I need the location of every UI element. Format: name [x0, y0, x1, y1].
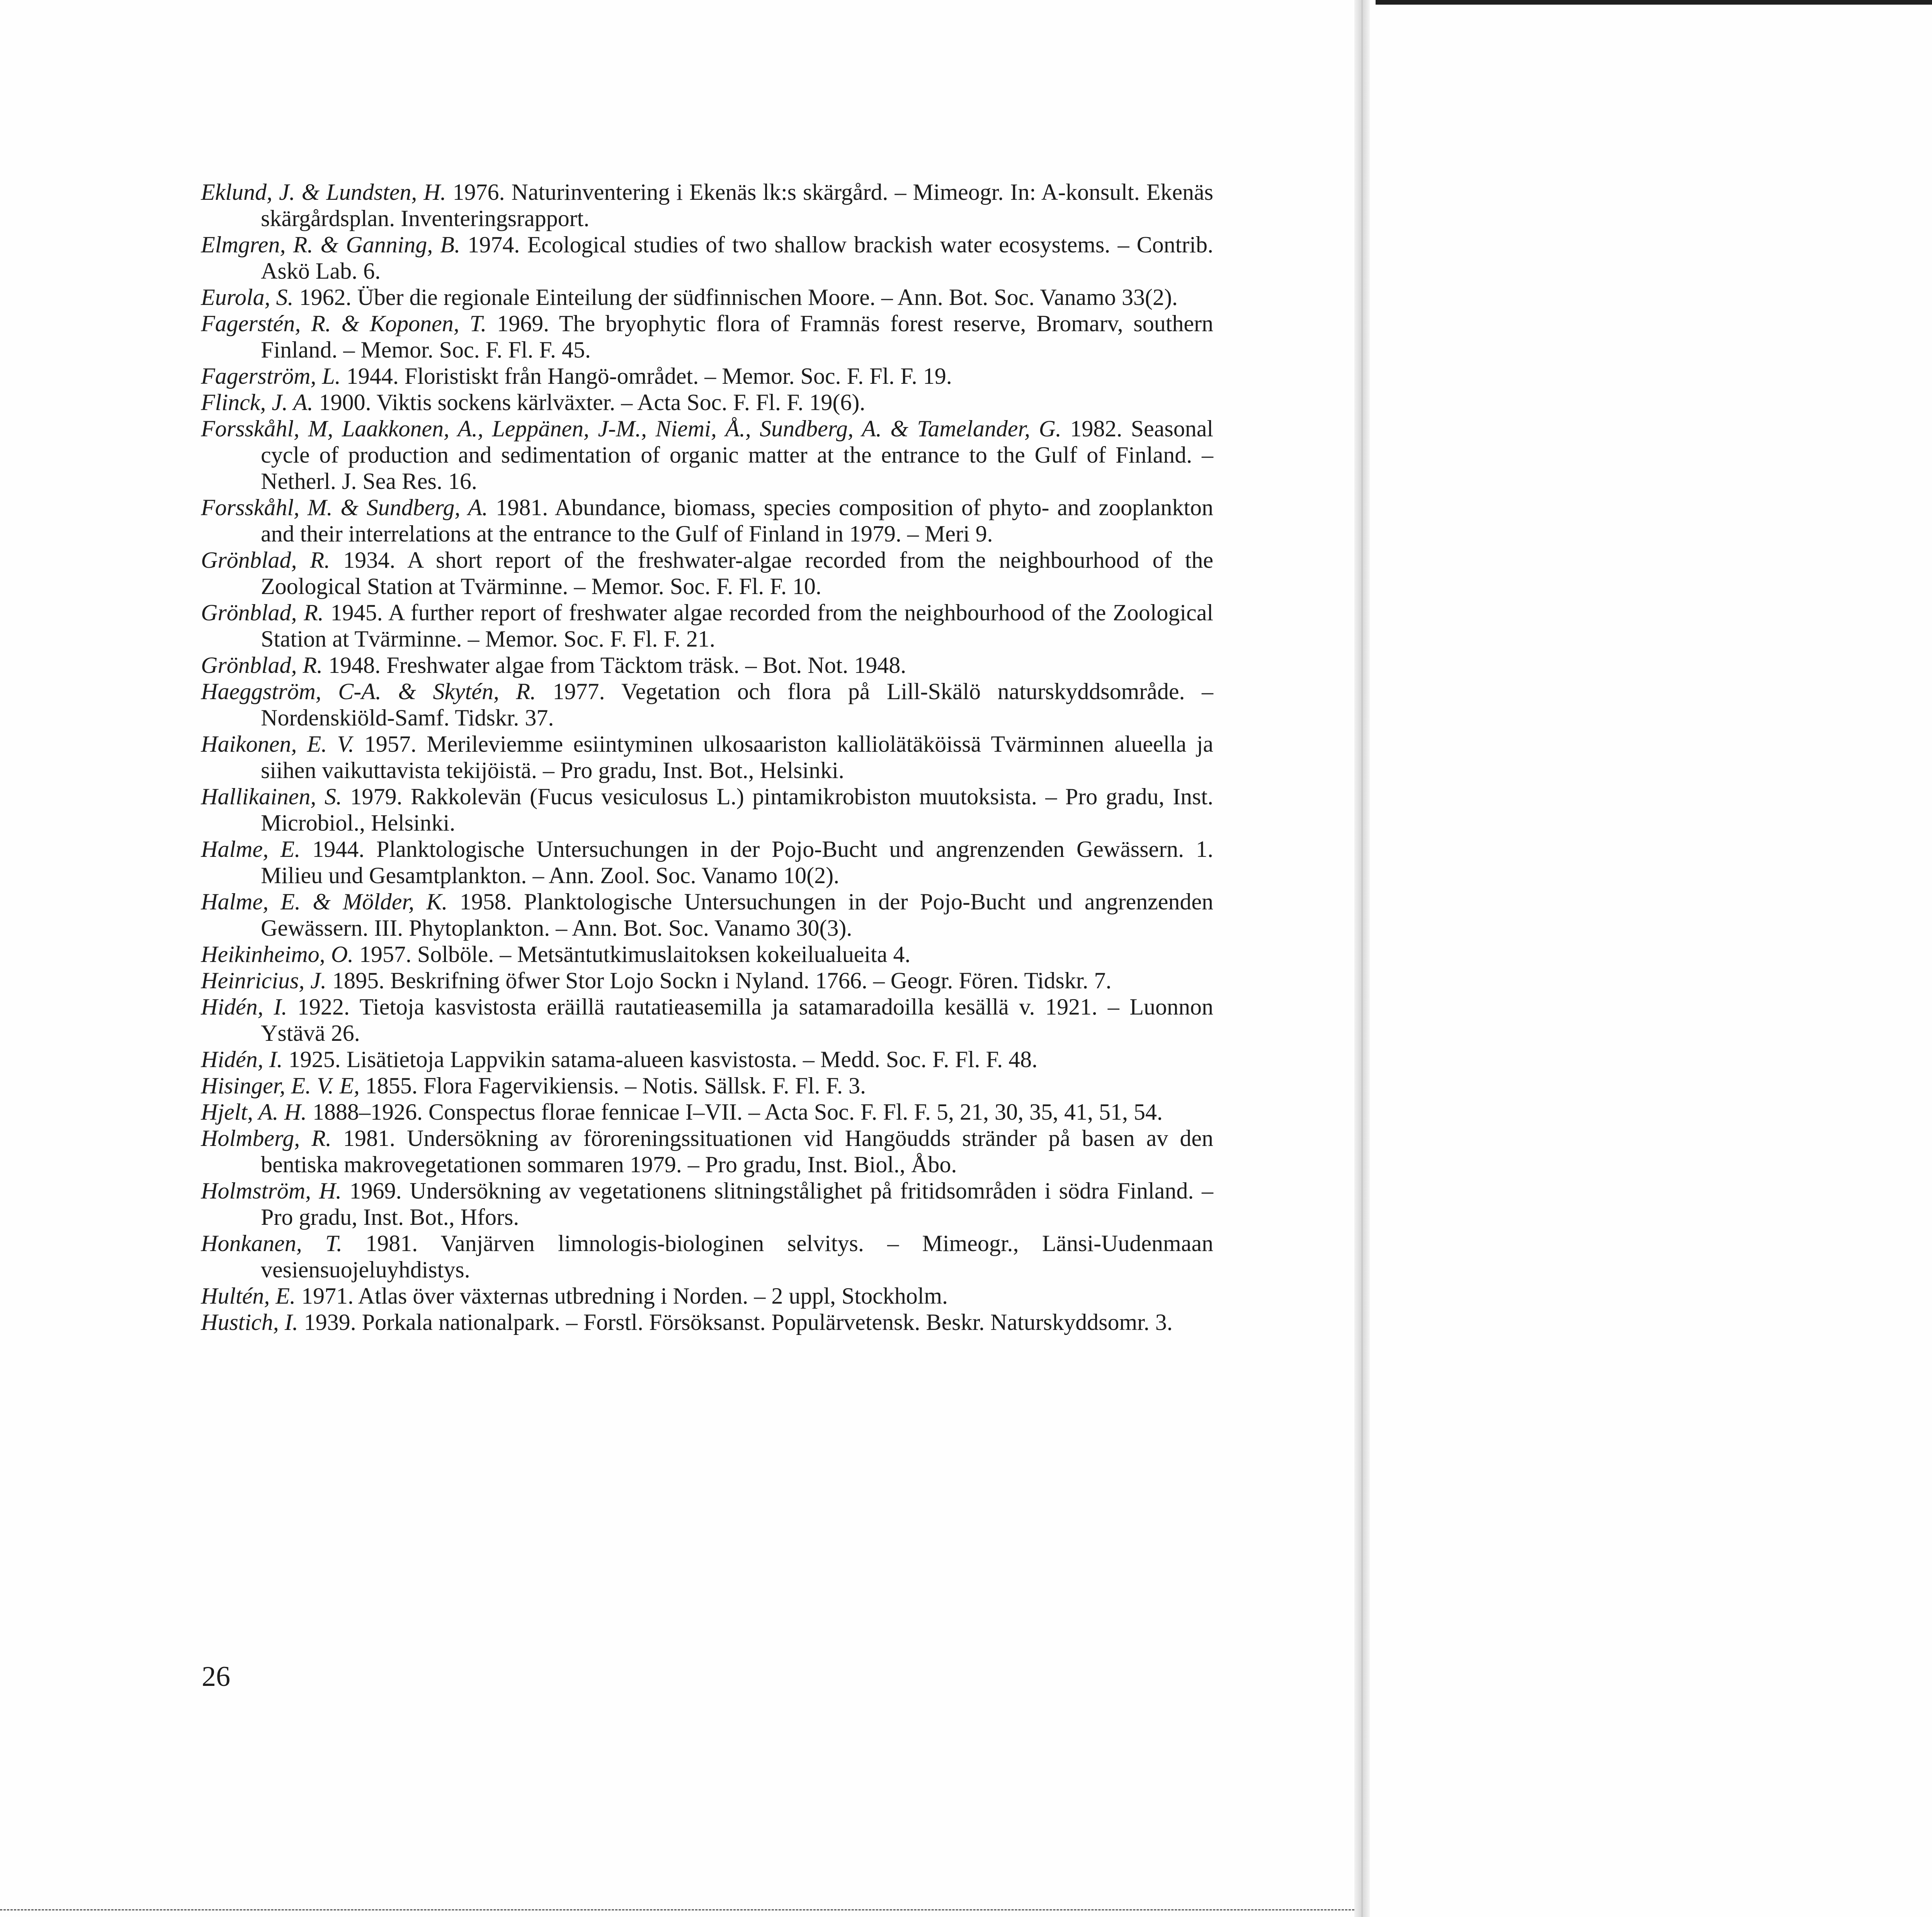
reference-authors: Holmström, H. — [201, 1178, 342, 1204]
reference-entry — [201, 994, 1213, 1046]
reference-text: 1855. Flora Fagervikiensis. – Notis. Sällsk. F. Fl. F. 3. — [359, 1073, 866, 1098]
reference-entry — [201, 284, 1213, 310]
reference-text: 1981. Undersökning av föroreningssituationen vid Hangöudds stränder på basen av den bentiska makrovegetationen sommaren 1979. – Pro gradu, Inst. Biol., Åbo. — [261, 1125, 1214, 1177]
reference-authors: Hustich, I. — [201, 1309, 298, 1335]
reference-entry — [201, 783, 1213, 836]
reference-entry — [201, 232, 1213, 284]
reference-text: 1981. Vanjärven limnologis-biologinen selvitys. – Mimeogr., Länsi-Uudenmaan vesiensuojeluyhdistys. — [261, 1231, 1213, 1282]
reference-text: 1969. The bryophytic flora of Framnäs forest reserve, Bromarv, southern Finland. – Memor. Soc. F. Fl. F. 45. — [261, 311, 1213, 363]
reference-entry — [201, 652, 1213, 678]
reference-authors: Halme, E. & Mölder, K. — [201, 889, 448, 914]
reference-authors: Hjelt, A. H. — [201, 1099, 307, 1125]
book-gutter — [1354, 0, 1370, 1917]
reference-authors: Haikonen, E. V. — [201, 731, 354, 757]
reference-entry — [201, 941, 1213, 967]
reference-entry — [201, 836, 1213, 889]
reference-text: 1900. Viktis sockens kärlväxter. – Acta Soc. F. Fl. F. 19(6). — [313, 390, 866, 415]
reference-entry — [201, 415, 1213, 494]
reference-authors: Hidén, I. — [201, 1047, 283, 1072]
reference-authors: Halme, E. — [201, 836, 301, 862]
reference-entry — [201, 967, 1213, 994]
reference-text: 1957. Solböle. – Metsäntutkimuslaitoksen kokeilualueita 4. — [353, 941, 911, 967]
reference-text: 1888–1926. Conspectus florae fennicae I–VII. – Acta Soc. F. Fl. F. 5, 21, 30, 35, 41, 51, 54. — [306, 1099, 1163, 1125]
reference-text: 1969. Undersökning av vegetationens slitningstålighet på fritidsområden i södra Finland. – Pro gradu, Inst. Bot., Hfors. — [261, 1178, 1213, 1230]
reference-text: 1925. Lisätietoja Lappvikin satama-alueen kasvistosta. – Medd. Soc. F. Fl. F. 48. — [282, 1047, 1038, 1072]
reference-entry — [201, 310, 1213, 363]
reference-text: 1974. Ecological studies of two shallow brackish water ecosystems. – Contrib. Askö Lab. 6. — [261, 232, 1214, 284]
reference-entry — [201, 731, 1213, 783]
reference-authors: Hisinger, E. V. E, — [201, 1073, 360, 1098]
reference-authors: Grönblad, R. — [201, 652, 323, 678]
reference-entry — [201, 678, 1213, 731]
reference-text: 1981. Abundance, biomass, species composition of phyto- and zooplankton and their interrelations at the entrance to the Gulf of Finland in 1979. – Meri 9. — [261, 495, 1213, 546]
reference-entry — [201, 1073, 1213, 1099]
reference-text: 1957. Merileviemme esiintyminen ulkosaariston kalliolätäköissä Tvärminnen alueella ja siihen vaikuttavista tekijöistä. – Pro gradu, Inst. Bot., Helsinki. — [261, 731, 1214, 783]
reference-authors: Hidén, I. — [201, 994, 287, 1020]
reference-entry — [201, 1099, 1213, 1125]
reference-text: 1958. Planktologische Untersuchungen in der Pojo-Bucht und angrenzenden Gewässern. III. Phytoplankton. – Ann. Bot. Soc. Vanamo 30(3). — [261, 889, 1213, 941]
reference-authors: Grönblad, R. — [201, 547, 330, 573]
page-number-left: 26 — [202, 1661, 230, 1692]
reference-authors: Flinck, J. A. — [201, 390, 313, 415]
reference-text: 1971. Atlas över växternas utbredning i Norden. – 2 uppl, Stockholm. — [295, 1283, 948, 1309]
reference-authors: Hallikainen, S. — [201, 784, 342, 809]
reference-text: 1939. Porkala nationalpark. – Forstl. Försöksanst. Populärvetensk. Beskr. Naturskyddsomr. 3. — [298, 1309, 1173, 1335]
reference-entry — [201, 1125, 1213, 1178]
reference-authors: Forsskåhl, M, Laakkonen, A., Leppänen, J-M., Niemi, Å., Sundberg, A. & Tamelander, G. — [201, 416, 1061, 441]
reference-entry — [201, 179, 1213, 232]
reference-text: 1895. Beskrifning öfwer Stor Lojo Sockn i Nyland. 1766. – Geogr. Fören. Tidskr. 7. — [326, 968, 1112, 993]
reference-text: 1977. Vegetation och flora på Lill-Skälö naturskyddsområde. – Nordenskiöld-Samf. Tidskr. 37. — [261, 679, 1213, 730]
reference-entry — [201, 494, 1213, 547]
reference-authors: Haeggström, C-A. & Skytén, R. — [201, 679, 536, 704]
reference-entry — [201, 1283, 1213, 1309]
left-reference-column — [201, 179, 1213, 1335]
reference-text: 1934. A short report of the freshwater-algae recorded from the neighbourhood of the Zoological Station at Tvärminne. – Memor. Soc. F. Fl. F. 10. — [261, 547, 1213, 599]
reference-entry — [201, 547, 1213, 599]
reference-text: 1979. Rakkolevän (Fucus vesiculosus L.) pintamikrobiston muutoksista. – Pro gradu, Inst. Microbiol., Helsinki. — [261, 784, 1213, 836]
page-top-edge — [1376, 0, 1932, 5]
reference-authors: Grönblad, R. — [201, 600, 324, 625]
reference-authors: Fagerström, L. — [201, 363, 341, 389]
reference-text: 1962. Über die regionale Einteilung der südfinnischen Moore. – Ann. Bot. Soc. Vanamo 33(2). — [293, 284, 1178, 310]
reference-text: 1944. Planktologische Untersuchungen in der Pojo-Bucht und angrenzenden Gewässern. 1. Milieu und Gesamtplankton. – Ann. Zool. Soc. Vanamo 10(2). — [261, 836, 1213, 888]
reference-authors: Heinricius, J. — [201, 968, 327, 993]
reference-entry — [201, 1309, 1213, 1335]
reference-entry — [201, 1230, 1213, 1283]
reference-authors: Eklund, J. & Lundsten, H. — [201, 179, 446, 205]
reference-entry — [201, 889, 1213, 941]
reference-text: 1945. A further report of freshwater algae recorded from the neighbourhood of the Zoological Station at Tvärminne. – Memor. Soc. F. Fl. F. 21. — [261, 600, 1213, 652]
reference-text: 1982. Seasonal cycle of production and sedimentation of organic matter at the entrance to the Gulf of Finland. – Netherl. J. Sea Res. 16. — [261, 416, 1213, 494]
reference-authors: Holmberg, R. — [201, 1125, 332, 1151]
reference-authors: Fagerstén, R. & Koponen, T. — [201, 311, 487, 336]
reference-text: 1922. Tietoja kasvistosta eräillä rautatieasemilla ja satamaradoilla kesällä v. 1921. – Luonnon Ystävä 26. — [261, 994, 1213, 1046]
reference-authors: Elmgren, R. & Ganning, B. — [201, 232, 461, 257]
page-bottom-edge — [0, 1909, 1354, 1912]
reference-authors: Heikinheimo, O. — [201, 941, 354, 967]
reference-text: 1976. Naturinventering i Ekenäs lk:s skärgård. – Mimeogr. In: A-konsult. Ekenäs skärgårdsplan. Inventeringsrapport. — [261, 179, 1213, 231]
reference-text: 1948. Freshwater algae from Täcktom träsk. – Bot. Not. 1948. — [323, 652, 906, 678]
reference-entry — [201, 363, 1213, 389]
reference-text: 1944. Floristiskt från Hangö-området. – Memor. Soc. F. Fl. F. 19. — [340, 363, 952, 389]
reference-entry — [201, 1178, 1213, 1230]
right-page — [1370, 0, 1932, 1917]
reference-authors: Eurola, S. — [201, 284, 294, 310]
reference-authors: Forsskåhl, M. & Sundberg, A. — [201, 495, 488, 520]
reference-entry — [201, 389, 1213, 415]
reference-entry — [201, 599, 1213, 652]
reference-entry — [201, 1046, 1213, 1073]
reference-authors: Honkanen, T. — [201, 1231, 342, 1256]
reference-authors: Hultén, E. — [201, 1283, 296, 1309]
